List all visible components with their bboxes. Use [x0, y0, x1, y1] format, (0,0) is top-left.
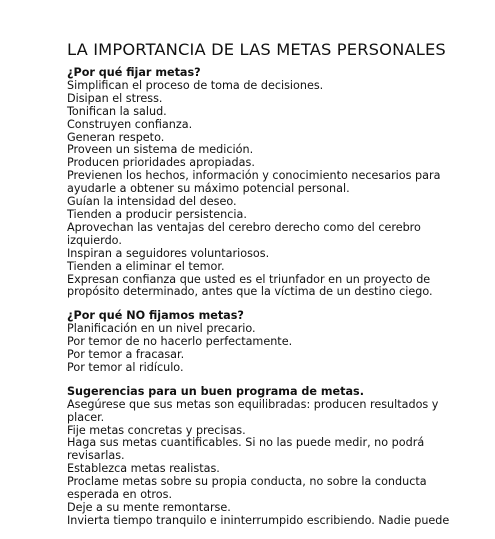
document-title: LA IMPORTANCIA DE LAS METAS PERSONALES — [67, 40, 446, 59]
list-item: Guían la intensidad del deseo. — [67, 195, 237, 209]
list-item: Deje a su mente remontarse. — [67, 501, 231, 514]
list-item: Asegúrese que sus metas son equilibradas: producen resultados y placer. — [67, 397, 439, 424]
list-item: Por temor a fracasar. — [67, 348, 185, 362]
list-item: Tienden a eliminar el temor. — [67, 259, 225, 273]
item-list — [67, 80, 462, 299]
document-body — [67, 67, 462, 539]
list-item: Planificación en un nivel precario. — [67, 322, 256, 336]
section-heading: Sugerencias para un buen programa de metas. — [67, 384, 364, 398]
section-why-not-set-goals — [67, 310, 462, 375]
item-list — [67, 399, 462, 528]
list-item: Disipan el stress. — [67, 91, 163, 105]
list-item: Inspiran a seguidores voluntariosos. — [67, 246, 270, 260]
list-item: Establezca metas realistas. — [67, 462, 220, 476]
section-suggestions — [67, 386, 462, 528]
list-item: Simplifican el proceso de toma de decisiones. — [67, 78, 324, 92]
list-item: Por temor al ridículo. — [67, 360, 184, 374]
list-item: Previenen los hechos, información y conocimiento necesarios para ayudarle a obtener su máximo potencial personal. — [67, 169, 441, 196]
list-item: Invierta tiempo tranquilo e ininterrumpido escribiendo. Nadie puede — [67, 513, 450, 527]
list-item: Expresan confianza que usted es el triunfador en un proyecto de propósito determinado, antes que la víctima de un destino ciego. — [67, 272, 433, 299]
list-item: Tienden a producir persistencia. — [67, 207, 247, 221]
item-list — [67, 323, 462, 375]
list-item: Por temor de no hacerlo perfectamente. — [67, 335, 293, 349]
section-why-set-goals — [67, 67, 462, 299]
list-item: Proveen un sistema de medición. — [67, 143, 254, 157]
list-item: Construyen confianza. — [67, 117, 193, 131]
list-item: Haga sus metas cuantificables. Si no las puede medir, no podrá revisarlas. — [67, 436, 425, 463]
list-item: Producen prioridades apropiadas. — [67, 156, 255, 170]
section-heading: ¿Por qué fijar metas? — [67, 66, 201, 79]
list-item: Tonifican la salud. — [67, 104, 167, 118]
list-item: Fije metas concretas y precisas. — [67, 423, 246, 437]
list-item: Aprovechan las ventajas del cerebro derecho como del cerebro izquierdo. — [67, 220, 421, 247]
list-item: Generan respeto. — [67, 130, 165, 144]
section-heading: ¿Por qué NO fijamos metas? — [67, 309, 244, 323]
list-item: Proclame metas sobre su propia conducta, no sobre la conducta esperada en otros. — [67, 475, 427, 502]
